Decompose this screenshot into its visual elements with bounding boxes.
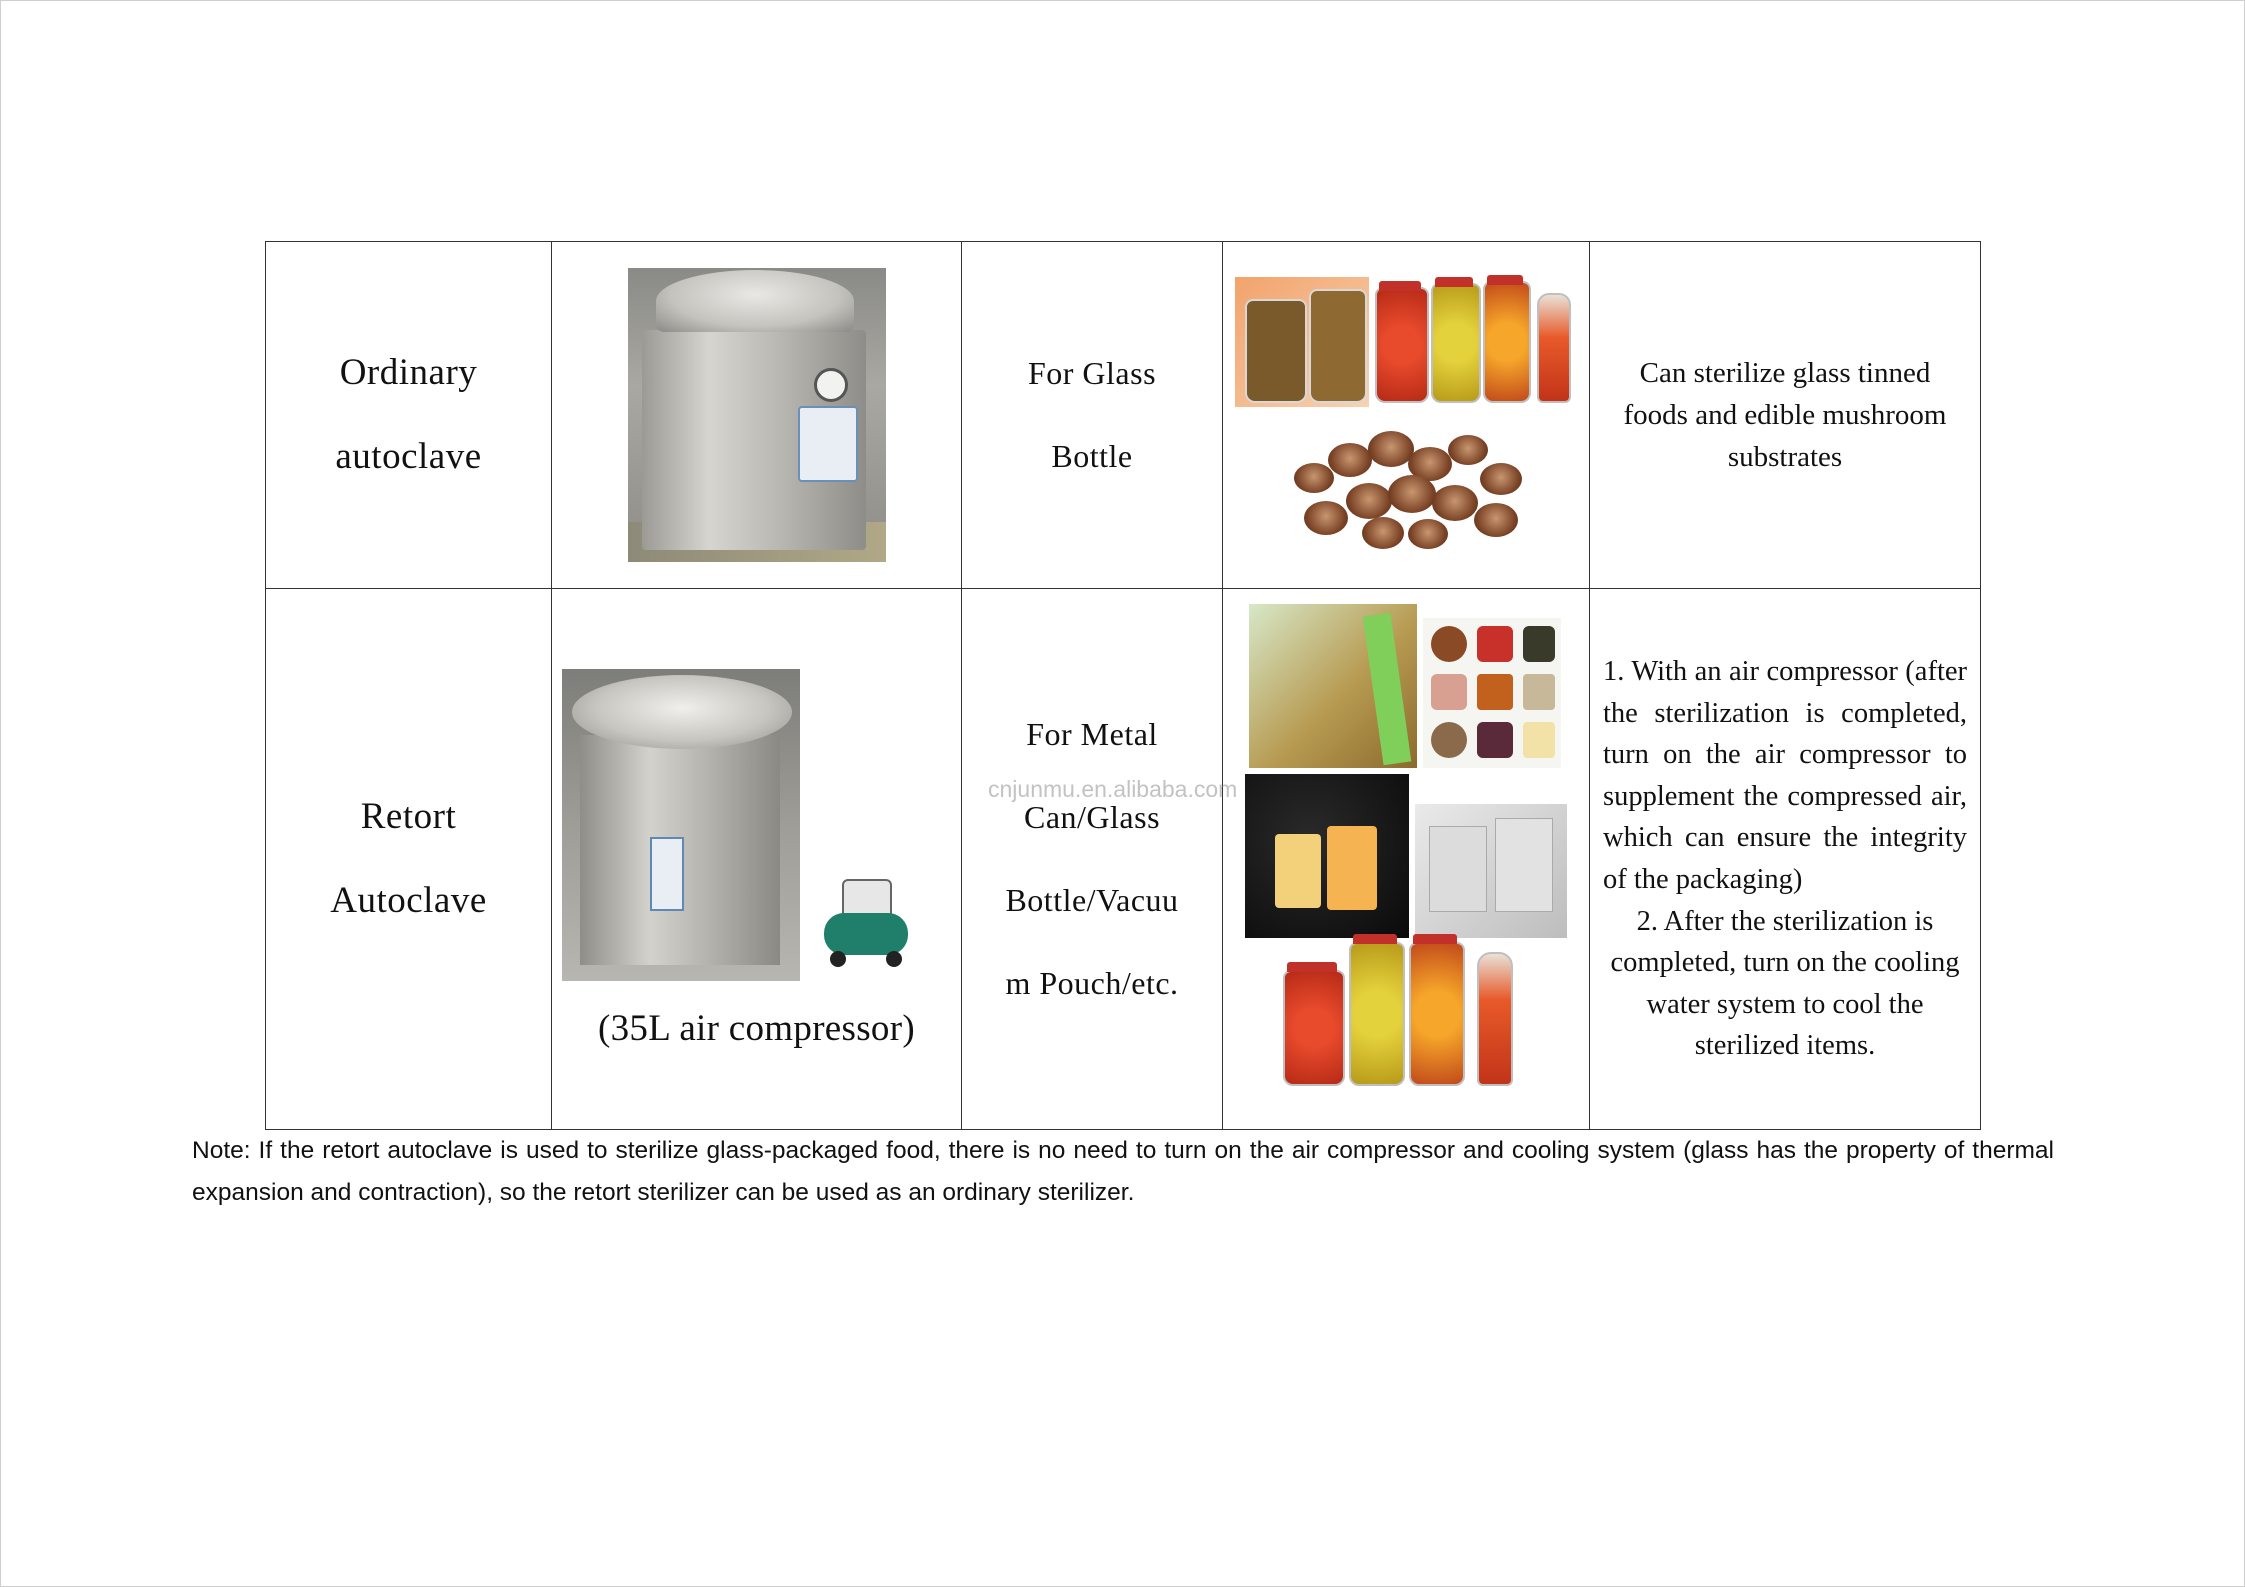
name-line: autoclave: [335, 436, 482, 477]
retort-autoclave-image: [562, 669, 800, 981]
mushroom-substrate-image: [1284, 423, 1529, 553]
compressor-caption: (35L air compressor): [598, 1007, 915, 1049]
usage-text: [977, 693, 1207, 1025]
usage-line: For Glass: [1027, 355, 1157, 391]
name-line: Retort: [360, 796, 457, 837]
retort-photo-group: [562, 669, 952, 989]
glass-jar-foods-image: [1235, 277, 1577, 407]
name-line: Autoclave: [330, 880, 487, 921]
table-row-retort-autoclave: [266, 589, 1981, 1130]
name-cell: [266, 589, 552, 1130]
footnote: Note: If the retort autoclave is used to sterilize glass-packaged food, there is no need to turn on the air compressor and cooling system (glass has the property of thermal expansion and contraction), so the retort sterilizer can be used as an ordinary sterilizer.: [192, 1137, 2054, 1206]
sample-cell: [1223, 589, 1590, 1130]
table-row-ordinary-autoclave: [266, 242, 1981, 589]
autoclave-name: [299, 331, 519, 499]
photo-cell: [552, 242, 962, 589]
name-cell: [266, 242, 552, 589]
autoclave-name: [299, 775, 519, 943]
air-compressor-image: [820, 873, 912, 969]
usage-cell: [962, 242, 1223, 589]
feature-item: 1. With an air compressor (after the sterilization is completed, turn on the air compressor to supplement the compressed air, which can ensure the integrity of the packaging): [1603, 656, 1967, 895]
usage-cell: [962, 589, 1223, 1130]
name-line: Ordinary: [339, 352, 478, 393]
packaged-foods-collage-image: [1245, 604, 1567, 1114]
sample-cell: [1223, 242, 1590, 589]
features-text: Can sterilize glass tinned foods and edible mushroom substrates: [1623, 357, 1947, 473]
features-cell: [1590, 242, 1981, 589]
features-list: [1603, 651, 1967, 1067]
feature-item: 2. After the sterilization is completed, turn on the cooling water system to cool the sterilized items.: [1610, 905, 1960, 1062]
usage-line: Bottle/Vacuu: [1005, 882, 1179, 918]
usage-line: Can/Glass: [1023, 799, 1161, 835]
sterilizer-comparison-table: [265, 241, 1981, 1130]
features-cell: [1590, 589, 1981, 1130]
usage-line: m Pouch/etc.: [1005, 965, 1179, 1001]
usage-line: Bottle: [1051, 438, 1133, 474]
stainless-vertical-autoclave-image: [628, 268, 886, 562]
usage-text: [977, 332, 1207, 498]
photo-cell: [552, 589, 962, 1130]
usage-line: For Metal: [1026, 716, 1158, 752]
watermark: cnjunmu.en.alibaba.com: [988, 776, 1238, 802]
